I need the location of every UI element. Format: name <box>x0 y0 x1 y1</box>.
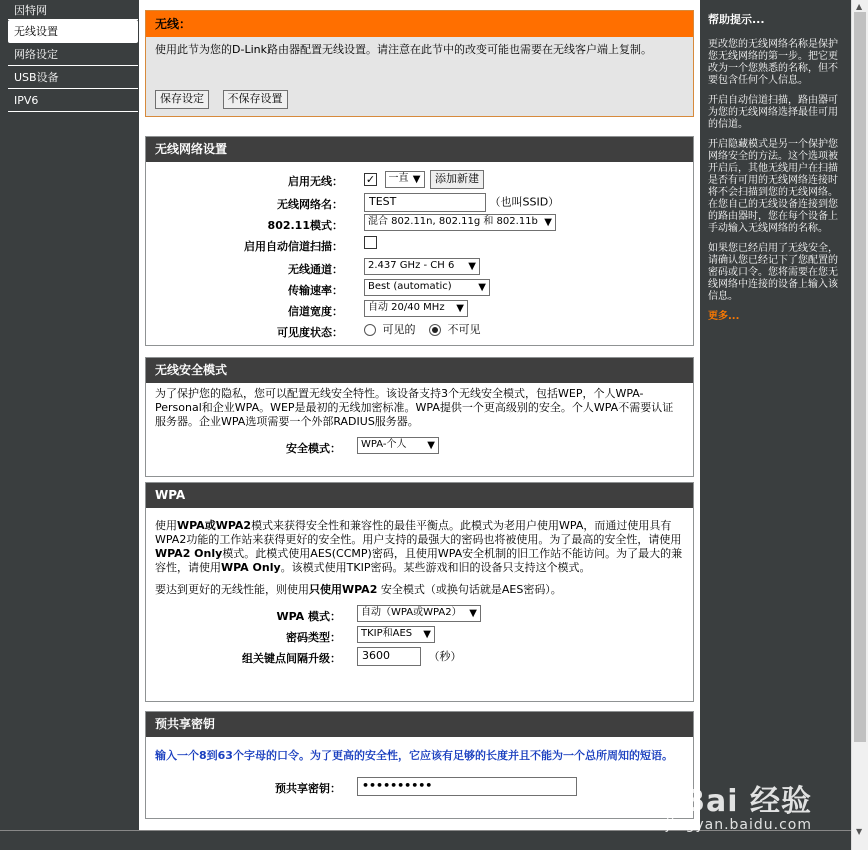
invisible-radio[interactable] <box>429 324 441 336</box>
wireless-title: 无线网络设置 <box>146 137 693 162</box>
wpa-mode-value: 自动（WPA或WPA2） <box>361 607 462 618</box>
intro-title: 无线： <box>146 11 693 37</box>
invisible-label: 不可见 <box>447 323 481 336</box>
chevron-down-icon: ▼ <box>478 282 486 293</box>
cipher-select[interactable] <box>357 626 435 643</box>
wpa-paragraph-2 <box>155 583 684 597</box>
channel-value: 2.437 GHz - CH 6 <box>368 260 455 271</box>
chevron-down-icon: ▼ <box>412 174 421 185</box>
wpa-mode-select[interactable] <box>357 605 481 622</box>
wpa-mode-label: WPA 模式： <box>276 610 341 623</box>
nav-item-wireless[interactable]: 无线设置 <box>8 20 138 43</box>
psk-title: 预共享密钥 <box>146 712 693 737</box>
chevron-down-icon: ▼ <box>469 608 477 619</box>
save-button[interactable]: 保存设定 <box>155 90 209 109</box>
psk-key-input[interactable]: •••••••••• <box>357 777 577 796</box>
wpa-paragraph-1 <box>155 519 684 575</box>
chevron-down-icon: ▼ <box>468 261 476 272</box>
channel-select[interactable] <box>364 258 480 275</box>
autochan-checkbox[interactable] <box>364 236 377 249</box>
ssid-input[interactable]: TEST <box>364 193 486 212</box>
help-more-link[interactable]: 更多... <box>708 311 740 322</box>
visibility-label: 可见度状态： <box>277 326 343 339</box>
help-p3: 开启隐藏模式是另一个保护您网络安全的方法。这个选项被开启后，其他无线用户在扫描是否有可用的无线网络连接时将不会扫描到您的无线网络。在您自己的无线设备连接到您的路由器时，您在每个设备上手动输入无线网络的名称。 <box>708 139 838 234</box>
cipher-value: TKIP和AES <box>361 628 413 639</box>
wpa-p2-a: 要达到更好的无线性能，则使用 <box>155 583 309 596</box>
width-value: 自动 20/40 MHz <box>368 302 445 313</box>
bottom-bar <box>0 830 851 850</box>
chevron-down-icon: ▼ <box>427 440 435 451</box>
help-panel <box>702 0 848 850</box>
chevron-down-icon: ▼ <box>423 629 431 640</box>
wpa-p1-f: WPA Only <box>221 561 281 574</box>
rate-select[interactable] <box>364 279 490 296</box>
enable-label: 启用无线： <box>288 175 343 188</box>
rate-label: 传输速率： <box>288 284 343 297</box>
rekey-input[interactable]: 3600 <box>357 647 421 666</box>
nav-item-ipv6[interactable]: IPV6 <box>8 89 138 112</box>
vertical-scrollbar[interactable] <box>851 0 868 850</box>
security-text: 为了保护您的隐私，您可以配置无线安全特性。该设备支持3个无线安全模式，包括WEP，个人WPA-Personal和企业WPA。WEP是最初的无线加密标准。WPA提供一个更高级别的安全。个人WPA不需要认证服务器。企业WPA选项需要一个外部RADIUS服务器。 <box>155 387 674 428</box>
scroll-thumb[interactable] <box>854 12 866 742</box>
intro-text: 使用此节为您的D-Link路由器配置无线设置。请注意在此节中的改变可能也需要在无线客户端上复制。 <box>155 43 652 56</box>
width-select[interactable] <box>364 300 468 317</box>
mode-select[interactable] <box>364 214 556 231</box>
wpa-p1-g: 。该模式使用TKIP密码。某些游戏和旧的设备只支持这个模式。 <box>280 561 591 574</box>
wpa-p1-a: 使用 <box>155 519 177 532</box>
rekey-label: 组关键点间隔升级： <box>242 652 341 665</box>
visible-label: 可见的 <box>382 323 416 336</box>
channel-label: 无线通道： <box>288 263 343 276</box>
wpa-section <box>145 482 694 702</box>
cipher-label: 密码类型： <box>286 631 341 644</box>
security-mode-label: 安全模式： <box>286 442 341 455</box>
wpa-p1-c: 模式来获得安全性和兼容性的最佳平衡点。此模式为老用户使用WPA，而通过使用具有WPA2功能的工作站来获得更好的安全性。用户支持的最强大的密码也将被使用。为了最高的安全性，请使用 <box>155 519 682 546</box>
psk-key-label: 预共享密钥： <box>275 782 341 795</box>
schedule-select[interactable] <box>385 171 425 188</box>
security-title: 无线安全模式 <box>146 358 693 383</box>
wpa-p2-c: 安全模式（或换句话就是AES密码）。 <box>377 583 562 596</box>
nav-item-usb[interactable]: USB设备 <box>8 66 138 89</box>
wpa-p2-b: 只使用WPA2 <box>309 583 378 596</box>
intro-section <box>145 10 694 117</box>
psk-text: 输入一个8到63个字母的口令。为了更高的安全性，它应该有足够的长度并且不能为一个总所周知的短语。 <box>155 749 673 762</box>
left-nav <box>8 0 138 830</box>
nosave-button[interactable]: 不保存设置 <box>223 90 288 109</box>
nav-item-network[interactable]: 网络设定 <box>8 43 138 66</box>
autochan-label: 启用自动信道扫描： <box>244 240 343 253</box>
help-p4: 如果您已经启用了无线安全，请确认您已经记下了您配置的密码或口令。您将需要在您无线网络中连接的设备上输入该信息。 <box>708 243 838 302</box>
scroll-up-icon[interactable]: ▲ <box>856 2 863 11</box>
wpa-title: WPA <box>146 483 693 508</box>
width-label: 信道宽度： <box>288 305 343 318</box>
wpa-p1-e: 模式。此模式使用AES(CCMP)密码，且使用WPA安全机制的旧工作站不能访问。为了最大的兼容性，请使用 <box>155 547 683 574</box>
visible-radio[interactable] <box>364 324 376 336</box>
watermark-brand: Bai 经验 <box>682 784 812 819</box>
watermark <box>666 786 812 832</box>
main-content <box>139 0 700 830</box>
scroll-down-icon[interactable]: ▼ <box>856 827 863 836</box>
wireless-section <box>145 136 694 346</box>
rekey-unit: （秒） <box>428 649 462 663</box>
enable-wireless-checkbox[interactable]: ✓ <box>365 173 376 186</box>
rate-value: Best (automatic) <box>368 281 452 292</box>
add-new-button[interactable]: 添加新建 <box>430 170 484 189</box>
nav-item-internet[interactable]: 因特网 <box>8 0 138 20</box>
security-section <box>145 357 694 477</box>
watermark-url: jingyan.baidu.com <box>665 817 812 833</box>
psk-section <box>145 711 694 819</box>
help-p2: 开启自动信道扫描，路由器可为您的无线网络选择最佳可用的信道。 <box>708 95 838 130</box>
security-mode-select[interactable] <box>357 437 439 454</box>
help-p1: 更改您的无线网络名称是保护您无线网络的第一步。把它更改为一个您熟悉的名称，但不要包含任何个人信息。 <box>708 39 838 86</box>
mode-label: 802.11模式： <box>267 219 343 232</box>
help-title: 帮助提示... <box>708 13 765 26</box>
security-mode-value: WPA-个人 <box>361 439 407 450</box>
ssid-hint: （也叫SSID） <box>489 195 560 209</box>
mode-value: 混合 802.11n, 802.11g 和 802.11b <box>368 216 538 227</box>
wpa-p1-b: WPA或WPA2 <box>177 519 252 532</box>
chevron-down-icon: ▼ <box>456 303 464 314</box>
schedule-value: 一直 <box>388 173 409 184</box>
ssid-label: 无线网络名： <box>277 198 343 211</box>
wpa-p1-d: WPA2 Only <box>155 547 223 560</box>
chevron-down-icon: ▼ <box>544 217 552 228</box>
